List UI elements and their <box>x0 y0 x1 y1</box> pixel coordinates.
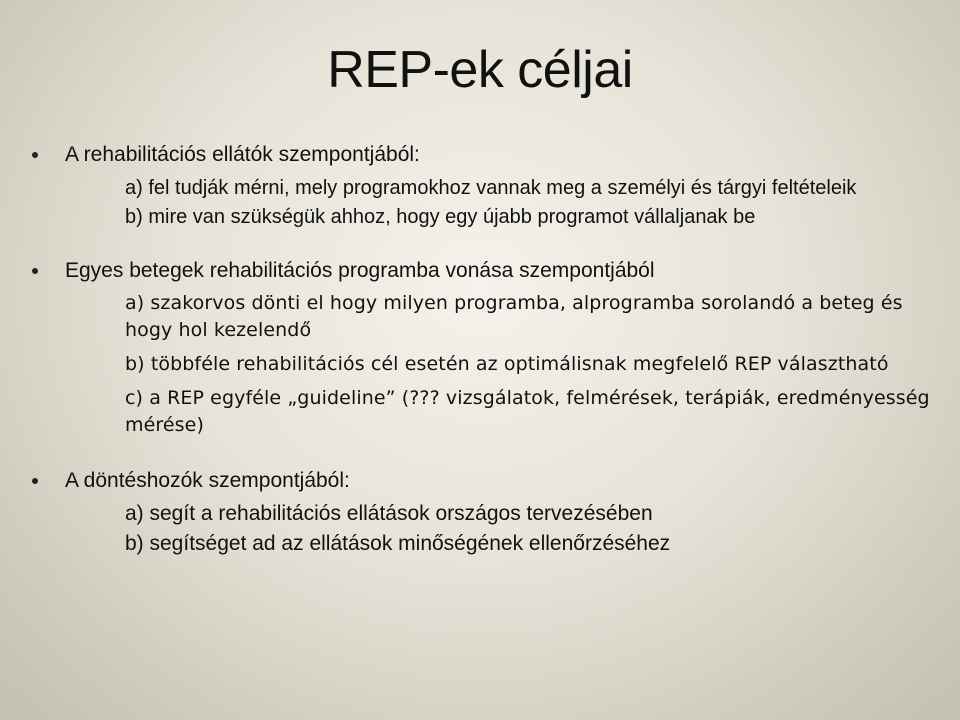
sub-item: b) többféle rehabilitációs cél esetén az optimálisnak megfelelő REP választható <box>125 353 889 375</box>
slide-content <box>32 140 932 559</box>
bullet-heading <box>32 256 932 285</box>
sub-item: a) segít a rehabilitációs ellátások országos tervezésében <box>125 502 653 525</box>
sub-item: b) segítséget ad az ellátások minőségének ellenőrzéséhez <box>125 532 671 555</box>
section-donteshozok <box>32 466 932 559</box>
bullet-heading-text: A döntéshozók szempontjából: <box>65 469 350 492</box>
bullet-dot-icon <box>32 152 38 158</box>
sub-item: a) szakorvos dönti el hogy milyen programba, alprogramba sorolandó a beteg és hogy hol kezelendő <box>125 292 903 341</box>
bullet-heading <box>32 466 932 495</box>
section-betegek <box>32 256 932 439</box>
sub-item: b) mire van szükségük ahhoz, hogy egy újabb programot vállaljanak be <box>125 206 756 228</box>
slide-title: REP-ek céljai <box>327 41 633 99</box>
bullet-dot-icon <box>32 478 38 484</box>
sub-item: c) a REP egyféle „guideline” (??? vizsgálatok, felmérések, terápiák, eredményesség mérése) <box>125 387 930 436</box>
bullet-heading-text: A rehabilitációs ellátók szempontjából: <box>65 143 420 166</box>
sub-item: a) fel tudják mérni, mely programokhoz vannak meg a személyi és tárgyi feltételeik <box>125 177 857 199</box>
bullet-heading <box>32 140 932 169</box>
bullet-heading-text: Egyes betegek rehabilitációs programba vonása szempontjából <box>65 259 655 282</box>
bullet-dot-icon <box>32 268 38 274</box>
section-ellatok <box>32 140 932 231</box>
